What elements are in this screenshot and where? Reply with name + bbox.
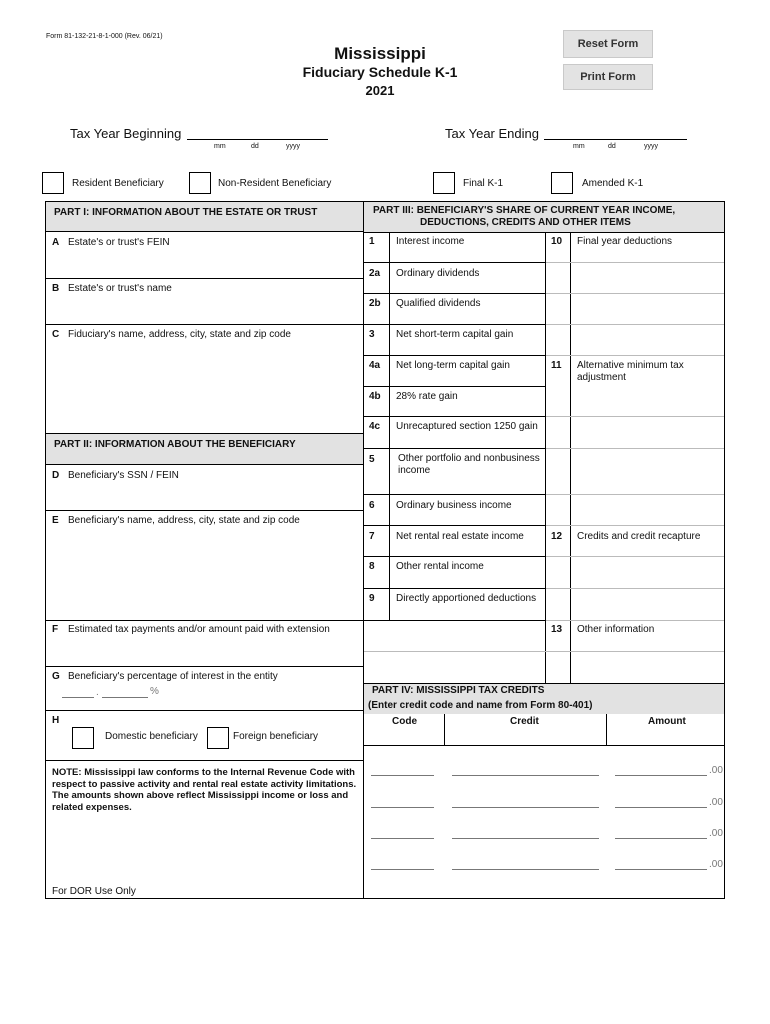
- domestic-beneficiary-checkbox[interactable]: [72, 727, 94, 749]
- item-letter: E: [52, 515, 59, 526]
- percentage-whole-field[interactable]: [62, 697, 94, 698]
- foreign-beneficiary-label: Foreign beneficiary: [233, 731, 319, 742]
- percentage-decimal-field[interactable]: [102, 697, 148, 698]
- reset-form-button[interactable]: Reset Form: [563, 30, 653, 58]
- row-divider: [364, 525, 546, 526]
- cents-suffix: .00: [709, 859, 723, 870]
- row-divider: [364, 588, 546, 589]
- part3-heading-line1: PART III: BENEFICIARY'S SHARE OF CURRENT YEAR INCOME,: [373, 205, 676, 216]
- column-divider: [363, 201, 364, 899]
- credit-amount-field[interactable]: [615, 869, 707, 870]
- line-number: 9: [369, 593, 375, 604]
- credit-amount-field[interactable]: [615, 838, 707, 839]
- ordinary-business-income-label: Ordinary business income: [396, 500, 512, 511]
- line-number: 10: [551, 236, 563, 247]
- beneficiary-ssn-label: Beneficiary's SSN / FEIN: [68, 470, 179, 481]
- line-amount-field[interactable]: [571, 557, 723, 585]
- tax-year-beginning-field[interactable]: [187, 139, 328, 140]
- line-number: 3: [369, 329, 375, 340]
- line-number: 8: [369, 561, 375, 572]
- dd-hint: dd: [608, 143, 616, 150]
- interest-income-label: Interest income: [396, 236, 465, 247]
- beneficiary-ssn-field[interactable]: [46, 482, 363, 508]
- row-divider: [364, 355, 546, 356]
- line-number: 7: [369, 531, 375, 542]
- foreign-beneficiary-checkbox[interactable]: [207, 727, 229, 749]
- line-number: 2b: [369, 298, 381, 309]
- line-number: 4a: [369, 360, 381, 371]
- item-letter: H: [52, 715, 60, 726]
- tax-year-ending-field[interactable]: [544, 139, 687, 140]
- cents-suffix: .00: [709, 765, 723, 776]
- form-state: Mississippi: [334, 44, 426, 63]
- row-divider: [364, 448, 546, 449]
- line-amount-field[interactable]: [571, 294, 723, 322]
- fiduciary-info-label: Fiduciary's name, address, city, state and zip code: [68, 329, 291, 340]
- line-number: 12: [551, 531, 563, 542]
- other-rental-income-label: Other rental income: [396, 561, 484, 572]
- percentage-dot: .: [96, 687, 99, 698]
- part4-subheading: (Enter credit code and name from Form 80-401): [368, 700, 593, 711]
- beneficiary-info-field[interactable]: [46, 528, 363, 618]
- row-divider: [546, 651, 724, 652]
- final-k1-checkbox[interactable]: [433, 172, 455, 194]
- credit-column-header: Credit: [510, 716, 539, 727]
- line-amount-field[interactable]: [571, 449, 723, 477]
- amount-column-header: Amount: [648, 716, 686, 727]
- credit-code-field[interactable]: [371, 869, 434, 870]
- qualified-dividends-label: Qualified dividends: [396, 298, 481, 309]
- estimated-tax-field[interactable]: [46, 638, 363, 666]
- rental-real-estate-label: Net rental real estate income: [396, 531, 524, 542]
- form-title: Fiduciary Schedule K-1: [302, 64, 458, 80]
- beneficiary-info-label: Beneficiary's name, address, city, state and zip code: [68, 515, 300, 526]
- dd-hint: dd: [251, 143, 259, 150]
- item-letter: A: [52, 237, 60, 248]
- credit-amount-field[interactable]: [615, 775, 707, 776]
- credit-name-field[interactable]: [452, 807, 599, 808]
- line-number: 1: [369, 236, 375, 247]
- line-number: 13: [551, 624, 563, 635]
- short-term-gain-label: Net short-term capital gain: [396, 329, 514, 340]
- rate-gain-label: 28% rate gain: [396, 391, 458, 402]
- amt-adjustment-label: Alternative minimum tax adjustment: [577, 360, 684, 383]
- row-divider: [546, 620, 724, 621]
- tax-year-beginning-label: Tax Year Beginning: [70, 126, 182, 141]
- line-amount-field[interactable]: [571, 417, 723, 445]
- form-number: Form 81-132-21-8-1-000 (Rev. 06/21): [46, 33, 163, 40]
- mm-hint: mm: [214, 143, 226, 150]
- credit-amount-field[interactable]: [615, 807, 707, 808]
- row-divider: [364, 494, 546, 495]
- nonresident-beneficiary-label: Non-Resident Beneficiary: [218, 178, 332, 189]
- line-amount-field[interactable]: [571, 495, 723, 523]
- row-divider: [364, 386, 546, 387]
- mm-hint: mm: [573, 143, 585, 150]
- conformity-note: NOTE: Mississippi law conforms to the Internal Revenue Code with respect to passive activity and rental real estate activity limitations. The amounts shown above reflect Mississippi income or loss and related expenses.: [52, 767, 357, 813]
- line-amount-field[interactable]: [571, 325, 723, 353]
- credit-name-field[interactable]: [452, 838, 599, 839]
- part1-heading: PART I: INFORMATION ABOUT THE ESTATE OR TRUST: [54, 207, 318, 218]
- cents-suffix: .00: [709, 797, 723, 808]
- line-number: 11: [551, 360, 562, 371]
- part4-heading: PART IV: MISSISSIPPI TAX CREDITS: [372, 685, 545, 696]
- final-k1-label: Final K-1: [463, 178, 504, 189]
- estimated-tax-label: Estimated tax payments and/or amount paid with extension: [68, 624, 330, 635]
- final-year-deductions-label: Final year deductions: [577, 236, 673, 247]
- yyyy-hint: yyyy: [644, 143, 658, 150]
- long-term-gain-label: Net long-term capital gain: [396, 360, 510, 371]
- estate-fein-label: Estate's or trust's FEIN: [68, 237, 170, 248]
- item-letter: D: [52, 470, 60, 481]
- line-amount-field[interactable]: [571, 589, 723, 617]
- credit-code-field[interactable]: [371, 807, 434, 808]
- credit-code-field[interactable]: [371, 838, 434, 839]
- unrecaptured-1250-label: Unrecaptured section 1250 gain: [396, 421, 538, 432]
- cents-suffix: .00: [709, 828, 723, 839]
- resident-beneficiary-label: Resident Beneficiary: [72, 178, 164, 189]
- code-column-header: Code: [392, 716, 417, 727]
- line-number: 6: [369, 500, 375, 511]
- estate-fein-field[interactable]: [46, 250, 363, 276]
- other-information-label: Other information: [577, 624, 655, 635]
- row-divider: [364, 262, 546, 263]
- amended-k1-checkbox[interactable]: [551, 172, 573, 194]
- part3-heading-line2: DEDUCTIONS, CREDITS AND OTHER ITEMS: [420, 217, 631, 228]
- row-divider: [364, 293, 546, 294]
- estate-name-label: Estate's or trust's name: [68, 283, 172, 294]
- line-number: 2a: [369, 268, 381, 279]
- line-amount-field[interactable]: [571, 263, 723, 291]
- yyyy-hint: yyyy: [286, 143, 300, 150]
- item-letter: B: [52, 283, 60, 294]
- row-divider: [364, 416, 546, 417]
- item-letter: G: [52, 671, 60, 682]
- line-number: 4c: [369, 421, 381, 432]
- portfolio-income-label: Other portfolio and nonbusiness income: [398, 453, 540, 476]
- ordinary-dividends-label: Ordinary dividends: [396, 268, 480, 279]
- dor-use-only-label: For DOR Use Only: [52, 886, 136, 897]
- form-year: 2021: [365, 83, 395, 98]
- row-divider: [364, 324, 546, 325]
- row-divider: [364, 651, 546, 652]
- amended-k1-label: Amended K-1: [582, 178, 644, 189]
- apportioned-deductions-label: Directly apportioned deductions: [396, 593, 537, 604]
- part2-heading: PART II: INFORMATION ABOUT THE BENEFICIARY: [54, 439, 296, 450]
- tax-year-ending-label: Tax Year Ending: [445, 126, 539, 141]
- line-number: 5: [369, 454, 375, 465]
- item-letter: C: [52, 329, 60, 340]
- row-divider: [364, 556, 546, 557]
- resident-beneficiary-checkbox[interactable]: [42, 172, 64, 194]
- credit-code-field[interactable]: [371, 775, 434, 776]
- print-form-button[interactable]: Print Form: [563, 64, 653, 90]
- percentage-interest-label: Beneficiary's percentage of interest in the entity: [68, 671, 278, 682]
- credits-recapture-label: Credits and credit recapture: [577, 531, 701, 542]
- item-letter: F: [52, 624, 59, 635]
- credit-name-field[interactable]: [452, 869, 599, 870]
- domestic-beneficiary-label: Domestic beneficiary: [105, 731, 198, 742]
- row-divider: [364, 620, 546, 621]
- credit-name-field[interactable]: [452, 775, 599, 776]
- fiduciary-info-field[interactable]: [46, 342, 363, 430]
- line-number: 4b: [369, 391, 381, 402]
- nonresident-beneficiary-checkbox[interactable]: [189, 172, 211, 194]
- line-amount-field[interactable]: [571, 387, 723, 415]
- estate-name-field[interactable]: [46, 296, 363, 322]
- percent-sign: %: [150, 686, 159, 697]
